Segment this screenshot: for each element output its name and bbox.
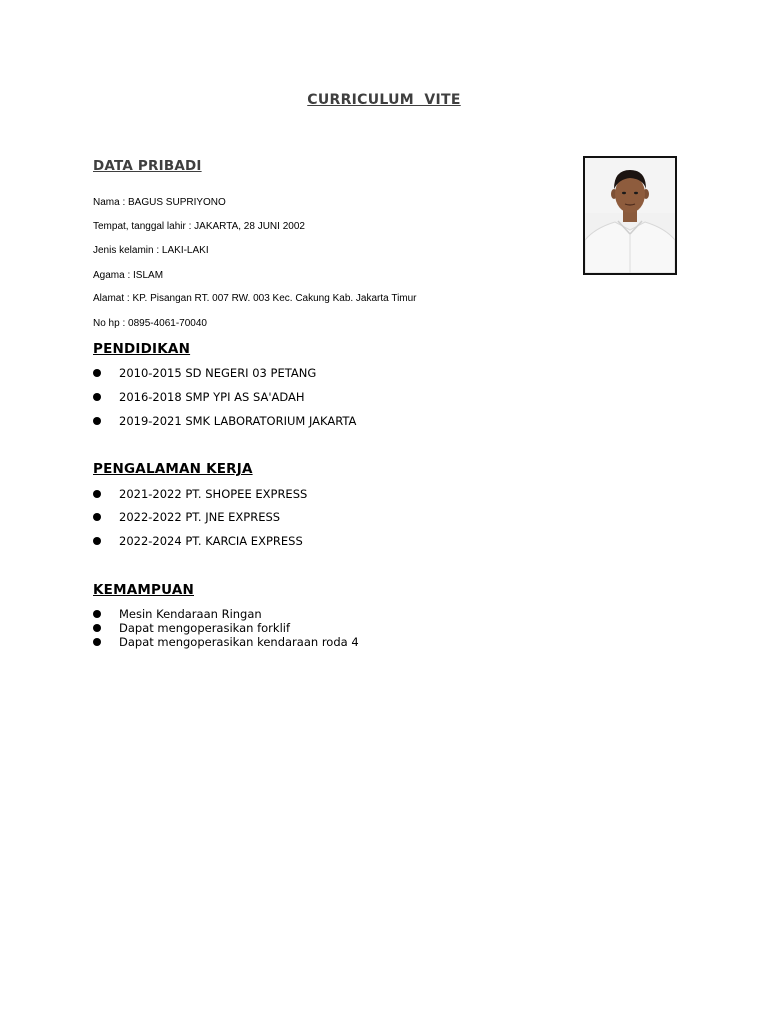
bullet-icon: [93, 417, 101, 425]
profile-photo: [583, 156, 677, 275]
education-item: [93, 390, 305, 404]
skill-item-label: Dapat mengoperasikan forklif: [119, 621, 291, 635]
bullet-icon: [93, 490, 101, 498]
experience-item-label: 2021-2022 PT. SHOPEE EXPRESS: [119, 487, 308, 501]
person-portrait: [585, 158, 675, 273]
bullet-icon: [93, 537, 101, 545]
personal-religion: Agama : ISLAM: [93, 270, 164, 281]
experience-item: [93, 510, 280, 524]
experience-item-label: 2022-2024 PT. KARCIA EXPRESS: [119, 534, 303, 548]
education-item-label: 2019-2021 SMK LABORATORIUM JAKARTA: [119, 414, 357, 428]
personal-address: Alamat : KP. Pisangan RT. 007 RW. 003 Kec. Cakung Kab. Jakarta Timur: [93, 293, 417, 304]
experience-item-label: 2022-2022 PT. JNE EXPRESS: [119, 510, 281, 524]
experience-heading: PENGALAMAN KERJA: [93, 461, 253, 477]
page-title: CURRICULUM VITE: [307, 92, 461, 108]
skill-item: [93, 607, 262, 621]
skill-item: [93, 635, 359, 649]
education-item-label: 2010-2015 SD NEGERI 03 PETANG: [119, 366, 317, 380]
bullet-icon: [93, 393, 101, 401]
bullet-icon: [93, 638, 101, 646]
personal-phone: No hp : 0895-4061-70040: [93, 318, 207, 329]
education-item-label: 2016-2018 SMP YPI AS SA'ADAH: [119, 390, 305, 404]
skills-heading: KEMAMPUAN: [93, 582, 194, 598]
bullet-icon: [93, 513, 101, 521]
experience-item: [93, 487, 307, 501]
skill-item-label: Mesin Kendaraan Ringan: [119, 607, 262, 621]
education-item: [93, 366, 316, 380]
bullet-icon: [93, 610, 101, 618]
bullet-icon: [93, 624, 101, 632]
education-item: [93, 414, 356, 428]
personal-data-heading: DATA PRIBADI: [93, 158, 202, 174]
skill-item: [93, 621, 290, 635]
personal-gender: Jenis kelamin : LAKI-LAKI: [93, 245, 209, 256]
experience-item: [93, 534, 303, 548]
skill-item-label: Dapat mengoperasikan kendaraan roda 4: [119, 635, 359, 649]
personal-name: Nama : BAGUS SUPRIYONO: [93, 197, 226, 208]
bullet-icon: [93, 369, 101, 377]
education-heading: PENDIDIKAN: [93, 341, 191, 357]
personal-birth: Tempat, tanggal lahir : JAKARTA, 28 JUNI 2002: [93, 221, 305, 232]
